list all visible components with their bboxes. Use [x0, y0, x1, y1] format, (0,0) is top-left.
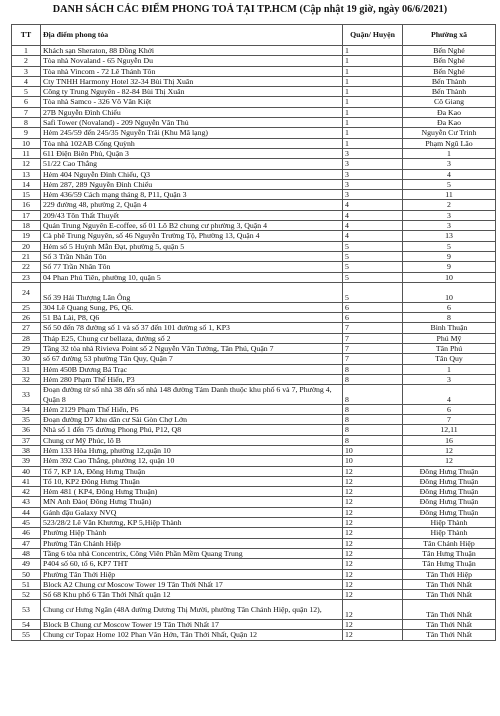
ward-cell: Đông Hưng Thuận [403, 507, 496, 517]
district-cell: 12 [343, 569, 403, 579]
table-row [12, 620, 496, 630]
district-cell: 3 [343, 148, 403, 158]
row-number-cell: 37 [12, 435, 41, 445]
row-number-cell: 55 [12, 630, 41, 640]
ward-cell: 1 [403, 364, 496, 374]
ward-cell: 3 [403, 374, 496, 384]
table-row [12, 107, 496, 117]
district-cell: 10 [343, 445, 403, 455]
district-cell: 8 [343, 404, 403, 414]
district-cell: 12 [343, 538, 403, 548]
table-row [12, 169, 496, 179]
row-number-cell: 2 [12, 56, 41, 66]
district-cell: 1 [343, 66, 403, 76]
ward-cell: Tân Hưng Thuận [403, 548, 496, 558]
district-cell: 12 [343, 579, 403, 589]
location-cell: Tòa nhà Novaland - 65 Nguyễn Du [41, 56, 343, 66]
ward-cell: Đông Hưng Thuận [403, 497, 496, 507]
district-cell: 12 [343, 548, 403, 558]
row-number-cell: 40 [12, 466, 41, 476]
ward-cell: 12 [403, 456, 496, 466]
ward-cell: 6 [403, 302, 496, 312]
row-number-cell: 15 [12, 190, 41, 200]
table-row [12, 344, 496, 354]
district-cell: 8 [343, 385, 403, 405]
ward-cell: Bến Nghé [403, 56, 496, 66]
ward-cell: Tân Chánh Hiệp [403, 538, 496, 548]
location-cell: Hẻm 2129 Phạm Thế Hiển, P6 [41, 404, 343, 414]
table-row [12, 600, 496, 620]
ward-cell: 3 [403, 221, 496, 231]
ward-cell: 10 [403, 282, 496, 302]
table-row [12, 354, 496, 364]
location-cell: Block A2 Chung cư Moscow Tower 19 Tân Thới Nhất 17 [41, 579, 343, 589]
location-cell: Số 39 Hải Thượng Lãn Ông [41, 282, 343, 302]
location-cell: Hẻm 392 Cao Thắng, phường 12, quận 10 [41, 456, 343, 466]
location-cell: Đoạn đường D7 khu dân cư Sài Gòn Chợ Lớn [41, 415, 343, 425]
table-row [12, 374, 496, 384]
location-cell: Tổ 7, KP 1A, Đông Hưng Thuận [41, 466, 343, 476]
ward-cell: Bình Thuận [403, 323, 496, 333]
ward-cell: Bến Nghé [403, 46, 496, 56]
ward-cell: 5 [403, 179, 496, 189]
row-number-cell: 5 [12, 87, 41, 97]
location-cell: Hẻm 245/59 đến 245/35 Nguyễn Trãi (Khu Mã lạng) [41, 128, 343, 138]
ward-cell: Tân Thới Nhất [403, 600, 496, 620]
ward-cell: 3 [403, 210, 496, 220]
district-cell: 12 [343, 497, 403, 507]
table-row [12, 282, 496, 302]
table-row [12, 333, 496, 343]
location-cell: Số 77 Trần Nhân Tôn [41, 262, 343, 272]
location-cell: Chung cư Hưng Ngân (48A đường Dương Thị Mười, phường Tân Chánh Hiệp, quận 12), [41, 600, 343, 620]
row-number-cell: 9 [12, 128, 41, 138]
location-cell: Số 50 đến 78 đường số 1 và số 37 đến 101 đường số 1, KP3 [41, 323, 343, 333]
location-cell: Hẻm 133 Hòa Hưng, phường 12,quận 10 [41, 445, 343, 455]
table-row [12, 179, 496, 189]
district-cell: 8 [343, 364, 403, 374]
row-number-cell: 28 [12, 333, 41, 343]
district-cell: 1 [343, 107, 403, 117]
row-number-cell: 7 [12, 107, 41, 117]
ward-cell: Bến Thành [403, 76, 496, 86]
table-row [12, 221, 496, 231]
table-row [12, 404, 496, 414]
table-row [12, 364, 496, 374]
ward-cell: 5 [403, 241, 496, 251]
row-number-cell: 21 [12, 251, 41, 261]
location-cell: 523/28/2 Lê Văn Khương, KP 5,Hiệp Thành [41, 518, 343, 528]
table-row [12, 272, 496, 282]
lockdown-locations-table [11, 24, 496, 641]
table-row [12, 97, 496, 107]
location-cell: Phường Tân Thới Hiệp [41, 569, 343, 579]
table-row [12, 456, 496, 466]
row-number-cell: 43 [12, 497, 41, 507]
location-cell: 51 Bà Lài, P8, Q6 [41, 313, 343, 323]
table-row [12, 302, 496, 312]
row-number-cell: 38 [12, 445, 41, 455]
row-number-cell: 17 [12, 210, 41, 220]
row-number-cell: 6 [12, 97, 41, 107]
district-cell: 1 [343, 87, 403, 97]
ward-cell: 12,11 [403, 425, 496, 435]
location-cell: 229 đường 48, phường 2, Quận 4 [41, 200, 343, 210]
table-row [12, 128, 496, 138]
table-body [12, 46, 496, 641]
district-cell: 4 [343, 221, 403, 231]
row-number-cell: 46 [12, 528, 41, 538]
location-cell: Hẻm 436/59 Cách mạng tháng 8, P11, Quận 3 [41, 190, 343, 200]
row-number-cell: 10 [12, 138, 41, 148]
ward-cell: 4 [403, 385, 496, 405]
district-cell: 3 [343, 169, 403, 179]
district-cell: 7 [343, 333, 403, 343]
table-row [12, 46, 496, 56]
district-cell: 5 [343, 262, 403, 272]
row-number-cell: 34 [12, 404, 41, 414]
table-row [12, 76, 496, 86]
location-cell: Tầng 6 tòa nhà Concentrix, Công Viên Phần Mềm Quang Trung [41, 548, 343, 558]
district-cell: 8 [343, 415, 403, 425]
ward-cell: Bến Thành [403, 87, 496, 97]
location-cell: Tòa nhà Samco - 326 Võ Văn Kiệt [41, 97, 343, 107]
table-row [12, 66, 496, 76]
ward-cell: 10 [403, 272, 496, 282]
ward-cell: Tân Hưng Thuận [403, 559, 496, 569]
ward-cell: 16 [403, 435, 496, 445]
ward-cell: 9 [403, 251, 496, 261]
row-number-cell: 30 [12, 354, 41, 364]
table-row [12, 190, 496, 200]
district-cell: 1 [343, 46, 403, 56]
district-cell: 12 [343, 559, 403, 569]
location-cell: Safi Tower (Novaland) - 209 Nguyễn Văn Thủ [41, 118, 343, 128]
district-cell: 12 [343, 528, 403, 538]
location-cell: Đoạn đường từ số nhà 38 đến số nhà 148 đường Tám Danh thuộc khu phố 6 và 7, Phường 4, Quận 8 [41, 385, 343, 405]
table-row [12, 579, 496, 589]
district-cell: 4 [343, 210, 403, 220]
table-row [12, 435, 496, 445]
row-number-cell: 42 [12, 487, 41, 497]
district-cell: 12 [343, 620, 403, 630]
row-number-cell: 13 [12, 169, 41, 179]
row-number-cell: 48 [12, 548, 41, 558]
table-row [12, 507, 496, 517]
table-row [12, 445, 496, 455]
location-cell: Tòa nhà Vincom - 72 Lê Thánh Tôn [41, 66, 343, 76]
district-cell: 7 [343, 344, 403, 354]
row-number-cell: 33 [12, 385, 41, 405]
column-header-location: Địa điểm phong tỏa [41, 25, 343, 46]
table-row [12, 590, 496, 600]
table-row [12, 487, 496, 497]
location-cell: Tổ 10, KP2 Đông Hưng Thuận [41, 476, 343, 486]
table-row [12, 559, 496, 569]
location-cell: Hẻm 404 Nguyễn Đình Chiểu, Q3 [41, 169, 343, 179]
row-number-cell: 12 [12, 159, 41, 169]
location-cell: 611 Điện Biên Phủ, Quận 3 [41, 148, 343, 158]
row-number-cell: 44 [12, 507, 41, 517]
ward-cell: Tân Thới Nhất [403, 620, 496, 630]
table-row [12, 476, 496, 486]
district-cell: 4 [343, 231, 403, 241]
location-cell: Gánh đậu Galaxy NVQ [41, 507, 343, 517]
location-cell: Số 68 Khu phố 6 Tân Thới Nhất quận 12 [41, 590, 343, 600]
ward-cell: Cô Giang [403, 97, 496, 107]
row-number-cell: 20 [12, 241, 41, 251]
row-number-cell: 16 [12, 200, 41, 210]
table-row [12, 148, 496, 158]
district-cell: 6 [343, 313, 403, 323]
table-row [12, 313, 496, 323]
ward-cell: Hiệp Thành [403, 518, 496, 528]
ward-cell: Đông Hưng Thuận [403, 466, 496, 476]
row-number-cell: 41 [12, 476, 41, 486]
location-cell: Khách sạn Sheraton, 88 Đồng Khởi [41, 46, 343, 56]
location-cell: Chung cư Mỹ Phúc, lô B [41, 435, 343, 445]
row-number-cell: 14 [12, 179, 41, 189]
row-number-cell: 36 [12, 425, 41, 435]
district-cell: 3 [343, 190, 403, 200]
location-cell: Hẻm 450B Dương Bá Trạc [41, 364, 343, 374]
row-number-cell: 35 [12, 415, 41, 425]
district-cell: 8 [343, 435, 403, 445]
ward-cell: Đông Hưng Thuận [403, 487, 496, 497]
row-number-cell: 8 [12, 118, 41, 128]
ward-cell: Tân Thới Nhất [403, 579, 496, 589]
ward-cell: Đa Kao [403, 118, 496, 128]
table-row [12, 200, 496, 210]
row-number-cell: 32 [12, 374, 41, 384]
location-cell: Tòa nhà 102AB Cống Quỳnh [41, 138, 343, 148]
ward-cell: Tân Thới Hiệp [403, 569, 496, 579]
ward-cell: Phạm Ngũ Lão [403, 138, 496, 148]
row-number-cell: 1 [12, 46, 41, 56]
column-header-district: Quận/ Huyện [343, 25, 403, 46]
district-cell: 1 [343, 118, 403, 128]
location-cell: Số 3 Trần Nhân Tôn [41, 251, 343, 261]
ward-cell: Đông Hưng Thuận [403, 476, 496, 486]
row-number-cell: 22 [12, 262, 41, 272]
district-cell: 1 [343, 138, 403, 148]
location-cell: số 67 đường 53 phường Tân Quy, Quận 7 [41, 354, 343, 364]
district-cell: 3 [343, 179, 403, 189]
location-cell: Hẻm số 5 Huỳnh Mẫn Đạt, phường 5, quận 5 [41, 241, 343, 251]
column-header-ward: Phường xã [403, 25, 496, 46]
district-cell: 12 [343, 476, 403, 486]
table-row [12, 538, 496, 548]
location-cell: 209/43 Tôn Thất Thuyết [41, 210, 343, 220]
location-cell: Nhà số 1 đến 75 đường Phong Phú, P12, Q8 [41, 425, 343, 435]
district-cell: 5 [343, 241, 403, 251]
location-cell: Hẻm 481 ( KP4, Đông Hưng Thuận) [41, 487, 343, 497]
table-row [12, 569, 496, 579]
table-row [12, 262, 496, 272]
district-cell: 7 [343, 354, 403, 364]
district-cell: 1 [343, 128, 403, 138]
ward-cell: 7 [403, 415, 496, 425]
row-number-cell: 26 [12, 313, 41, 323]
ward-cell: Tân Phú [403, 344, 496, 354]
document-title: DANH SÁCH CÁC ĐIỂM PHONG TOẢ TẠI TP.HCM (Cập nhật 19 giờ, ngày 06/6/2021) [52, 4, 448, 15]
ward-cell: 13 [403, 231, 496, 241]
district-cell: 8 [343, 425, 403, 435]
ward-cell: 2 [403, 200, 496, 210]
ward-cell: 4 [403, 169, 496, 179]
ward-cell: Bến Nghé [403, 66, 496, 76]
ward-cell: 12 [403, 445, 496, 455]
row-number-cell: 49 [12, 559, 41, 569]
ward-cell: 8 [403, 313, 496, 323]
row-number-cell: 51 [12, 579, 41, 589]
table-row [12, 87, 496, 97]
district-cell: 1 [343, 97, 403, 107]
ward-cell: 6 [403, 404, 496, 414]
table-row [12, 210, 496, 220]
row-number-cell: 19 [12, 231, 41, 241]
district-cell: 4 [343, 200, 403, 210]
district-cell: 1 [343, 56, 403, 66]
district-cell: 12 [343, 518, 403, 528]
location-cell: Hẻm 280 Phạm Thế Hiển, P3 [41, 374, 343, 384]
table-row [12, 118, 496, 128]
table-row [12, 466, 496, 476]
ward-cell: Tân Thới Nhất [403, 590, 496, 600]
ward-cell: Tân Quy [403, 354, 496, 364]
row-number-cell: 11 [12, 148, 41, 158]
location-cell: 51/22 Cao Thắng [41, 159, 343, 169]
location-cell: Quán Trung Nguyên E-coffee, số 01 Lô B2 chung cư phường 3, Quận 4 [41, 221, 343, 231]
location-cell: Tầng 32 tòa nhà Rivieva Point số 2 Nguyễn Văn Tưởng, Tân Phú, Quận 7 [41, 344, 343, 354]
location-cell: 27B Nguyễn Đình Chiểu [41, 107, 343, 117]
district-cell: 1 [343, 76, 403, 86]
ward-cell: Đa Kao [403, 107, 496, 117]
table-row [12, 518, 496, 528]
table-row [12, 138, 496, 148]
location-cell: 04 Phan Phú Tiên, phường 10, quận 5 [41, 272, 343, 282]
location-cell: Block B Chung cư Moscow Tower 19 Tân Thới Nhất 17 [41, 620, 343, 630]
table-row [12, 251, 496, 261]
row-number-cell: 3 [12, 66, 41, 76]
table-row [12, 323, 496, 333]
table-row [12, 241, 496, 251]
district-cell: 5 [343, 272, 403, 282]
table-row [12, 548, 496, 558]
district-cell: 5 [343, 251, 403, 261]
location-cell: Cty TNHH Harmony Hotel 32-34 Bùi Thị Xuân [41, 76, 343, 86]
district-cell: 12 [343, 487, 403, 497]
row-number-cell: 18 [12, 221, 41, 231]
ward-cell: 9 [403, 262, 496, 272]
row-number-cell: 29 [12, 344, 41, 354]
ward-cell: Hiệp Thành [403, 528, 496, 538]
row-number-cell: 23 [12, 272, 41, 282]
district-cell: 3 [343, 159, 403, 169]
row-number-cell: 50 [12, 569, 41, 579]
row-number-cell: 27 [12, 323, 41, 333]
ward-cell: Phú Mỹ [403, 333, 496, 343]
ward-cell: Nguyễn Cư Trinh [403, 128, 496, 138]
location-cell: Phường Tân Chánh Hiệp [41, 538, 343, 548]
ward-cell: Tân Thới Nhất [403, 630, 496, 640]
location-cell: Phường Hiệp Thành [41, 528, 343, 538]
row-number-cell: 47 [12, 538, 41, 548]
district-cell: 10 [343, 456, 403, 466]
location-cell: Tháp E25, Chung cư bellaza, đường số 2 [41, 333, 343, 343]
district-cell: 12 [343, 507, 403, 517]
table-row [12, 56, 496, 66]
ward-cell: 11 [403, 190, 496, 200]
table-row [12, 231, 496, 241]
table-row [12, 385, 496, 405]
location-cell: P404 số 60, tổ 6, KP7 THT [41, 559, 343, 569]
table-row [12, 497, 496, 507]
location-cell: Chung cư Topaz Home 102 Phan Văn Hớn, Tân Thới Nhất, Quận 12 [41, 630, 343, 640]
column-header-tt: TT [12, 25, 41, 46]
ward-cell: 3 [403, 159, 496, 169]
district-cell: 7 [343, 323, 403, 333]
row-number-cell: 52 [12, 590, 41, 600]
row-number-cell: 53 [12, 600, 41, 620]
location-cell: 304 Lê Quang Sung, P6, Q6. [41, 302, 343, 312]
location-cell: MN Anh Đào( Đông Hưng Thuận) [41, 497, 343, 507]
district-cell: 12 [343, 466, 403, 476]
district-cell: 6 [343, 302, 403, 312]
table-row [12, 159, 496, 169]
table-row [12, 528, 496, 538]
row-number-cell: 31 [12, 364, 41, 374]
district-cell: 12 [343, 630, 403, 640]
row-number-cell: 4 [12, 76, 41, 86]
location-cell: Cà phê Trung Nguyên, số 46 Nguyễn Trường Tộ, Phường 13, Quận 4 [41, 231, 343, 241]
location-cell: Hẻm 287, 289 Nguyễn Đình Chiểu [41, 179, 343, 189]
district-cell: 12 [343, 590, 403, 600]
district-cell: 8 [343, 374, 403, 384]
row-number-cell: 25 [12, 302, 41, 312]
row-number-cell: 39 [12, 456, 41, 466]
row-number-cell: 45 [12, 518, 41, 528]
row-number-cell: 54 [12, 620, 41, 630]
table-header-row [12, 25, 496, 46]
table-row [12, 630, 496, 640]
district-cell: 5 [343, 282, 403, 302]
row-number-cell: 24 [12, 282, 41, 302]
ward-cell: 1 [403, 148, 496, 158]
table-row [12, 425, 496, 435]
location-cell: Công ty Trung Nguyên - 82-84 Bùi Thị Xuân [41, 87, 343, 97]
table-row [12, 415, 496, 425]
district-cell: 12 [343, 600, 403, 620]
